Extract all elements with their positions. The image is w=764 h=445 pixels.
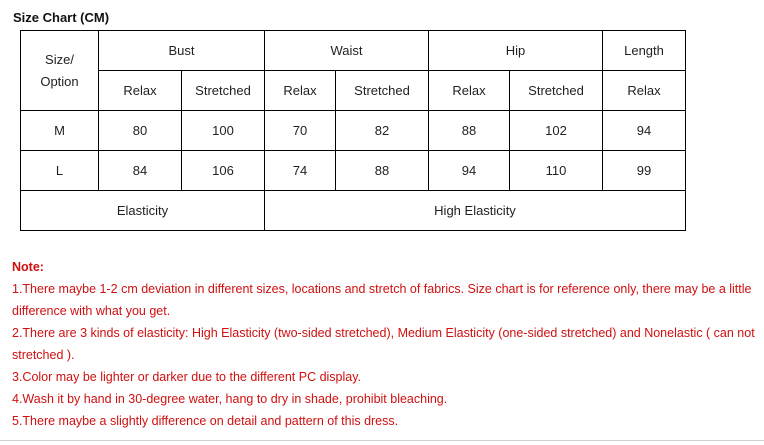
value-cell: 88 <box>429 111 510 151</box>
value-cell: 110 <box>510 151 603 191</box>
table-subheader-row <box>21 71 686 111</box>
value-cell: 102 <box>510 111 603 151</box>
value-cell: 80 <box>99 111 182 151</box>
value-cell: 99 <box>603 151 686 191</box>
value-cell: 84 <box>99 151 182 191</box>
notes-title: Note: <box>12 260 44 274</box>
size-header-line2: Option <box>40 73 79 89</box>
value-cell: 88 <box>336 151 429 191</box>
length-header: Length <box>603 31 686 71</box>
notes-section <box>12 256 757 432</box>
subheader-cell: Relax <box>265 71 336 111</box>
waist-header: Waist <box>265 31 429 71</box>
note-item: 4.Wash it by hand in 30-degree water, hang to dry in shade, prohibit bleaching. <box>12 392 448 406</box>
elasticity-value: High Elasticity <box>265 191 686 231</box>
value-cell: 74 <box>265 151 336 191</box>
value-cell: 106 <box>182 151 265 191</box>
subheader-cell: Stretched <box>336 71 429 111</box>
size-chart-table <box>20 30 686 231</box>
page-title: Size Chart (CM) <box>13 10 110 25</box>
subheader-cell: Stretched <box>510 71 603 111</box>
subheader-cell: Relax <box>429 71 510 111</box>
subheader-cell: Relax <box>603 71 686 111</box>
value-cell: 94 <box>429 151 510 191</box>
size-cell: M <box>21 111 99 151</box>
elasticity-label: Elasticity <box>21 191 265 231</box>
bust-header: Bust <box>99 31 265 71</box>
table-row <box>21 111 686 151</box>
size-option-header <box>21 31 99 111</box>
note-item: 2.There are 3 kinds of elasticity: High Elasticity (two-sided stretched), Medium Elasticity (one-sided stretched) and Nonelastic ( can not stretched ). <box>12 326 755 362</box>
table-header-row <box>21 31 686 71</box>
note-item: 3.Color may be lighter or darker due to the different PC display. <box>12 370 362 384</box>
size-cell: L <box>21 151 99 191</box>
subheader-cell: Relax <box>99 71 182 111</box>
elasticity-row <box>21 191 686 231</box>
subheader-cell: Stretched <box>182 71 265 111</box>
note-item: 1.There maybe 1-2 cm deviation in different sizes, locations and stretch of fabrics. Size chart is for reference only, there may be a little difference with what you get. <box>12 282 752 318</box>
value-cell: 70 <box>265 111 336 151</box>
hip-header: Hip <box>429 31 603 71</box>
value-cell: 100 <box>182 111 265 151</box>
bottom-divider <box>0 440 764 441</box>
value-cell: 94 <box>603 111 686 151</box>
note-item: 5.There maybe a slightly difference on detail and pattern of this dress. <box>12 414 399 428</box>
table-row <box>21 151 686 191</box>
value-cell: 82 <box>336 111 429 151</box>
size-header-line1: Size/ <box>45 51 74 67</box>
